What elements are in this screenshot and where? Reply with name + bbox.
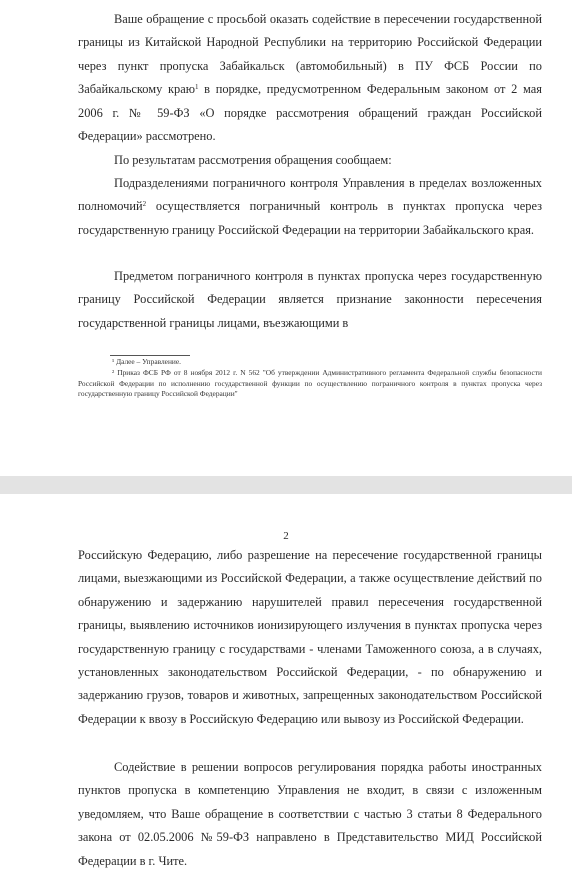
letter-page-2 [0,494,572,884]
paragraph-results-intro: По результатам рассмотрения обращения сообщаем: [114,153,392,167]
paragraph-text: в порядке, предусмотренном Федеральным законом от 2 мая 2006 г. № 59-ФЗ «О порядке рассмотрения обращений граждан Российской Федерации» рассмотрено. [78,82,542,144]
page-gap [0,476,572,494]
footnote-separator [110,355,190,356]
footnote-2: ² Приказ ФСБ РФ от 8 ноября 2012 г. N 562 "Об утверждении Административного регламента Федеральной службы безопасности Российской Федерации по исполнению государственной функции по осуществлению пограничного контроля в пунктах пропуска через государственную границу Российской Федерации" [78,368,542,399]
paragraph-control-subject: Предметом пограничного контроля в пунктах пропуска через государственную границу Российской Федерации является признание законности пересечения государственной границы лицами, въезжающими в [78,269,542,330]
paragraph-text: осуществляется пограничный контроль в пунктах пропуска через государственную границу Российской Федерации на территории Забайкальского края. [78,199,542,237]
paragraph-text: Подразделениями пограничного контроля Управления в пределах возложенных полномочий [78,176,542,214]
footnote-1: ¹ Далее – Управление. [112,357,182,366]
paragraph-appeal-received [78,8,542,148]
page-number: 2 [283,530,289,542]
paragraph-text: Ваше обращение с просьбой оказать содействие в пересечении государственной границы из Китайской Народной Республики на территорию Российской Федерации через пункт пропуска Забайкальск (автомобильный) в ПУ ФСБ России по Забайкальскому краю [78,12,542,97]
footnote-marker: 2 [142,200,147,209]
paragraph-control-subject-continued: Российскую Федерацию, либо разрешение на пересечение государственной границы лицами, выезжающими из Российской Федерации, а также осуществление действий по обнаружению и задержанию нарушителей правил пересечения государственной границы, выявлению источников ионизирующего излучения в пунктах пропуска через государственную границу с государствами - членами Таможенного союза, а в случаях, установленных законодательством Российской Федерации, - по обнаружению и задержанию грузов, товаров и животных, запрещенных законодательством Российской Федерации к ввозу в Российскую Федерацию или вывозу из Российской Федерации. [78,548,542,726]
paragraph-referral-notice: Содействие в решении вопросов регулирования порядка работы иностранных пунктов пропуска в компетенцию Управления не входит, в связи с изложенным уведомляем, что Ваше обращение в соответствии с частью 3 статьи 8 Федерального закона от 02.05.2006 №59-ФЗ направлено в Представительство МИД Российской Федерации в г. Чите. [78,760,542,868]
footnote-marker: 1 [194,83,199,92]
paragraph-border-control [78,172,542,242]
